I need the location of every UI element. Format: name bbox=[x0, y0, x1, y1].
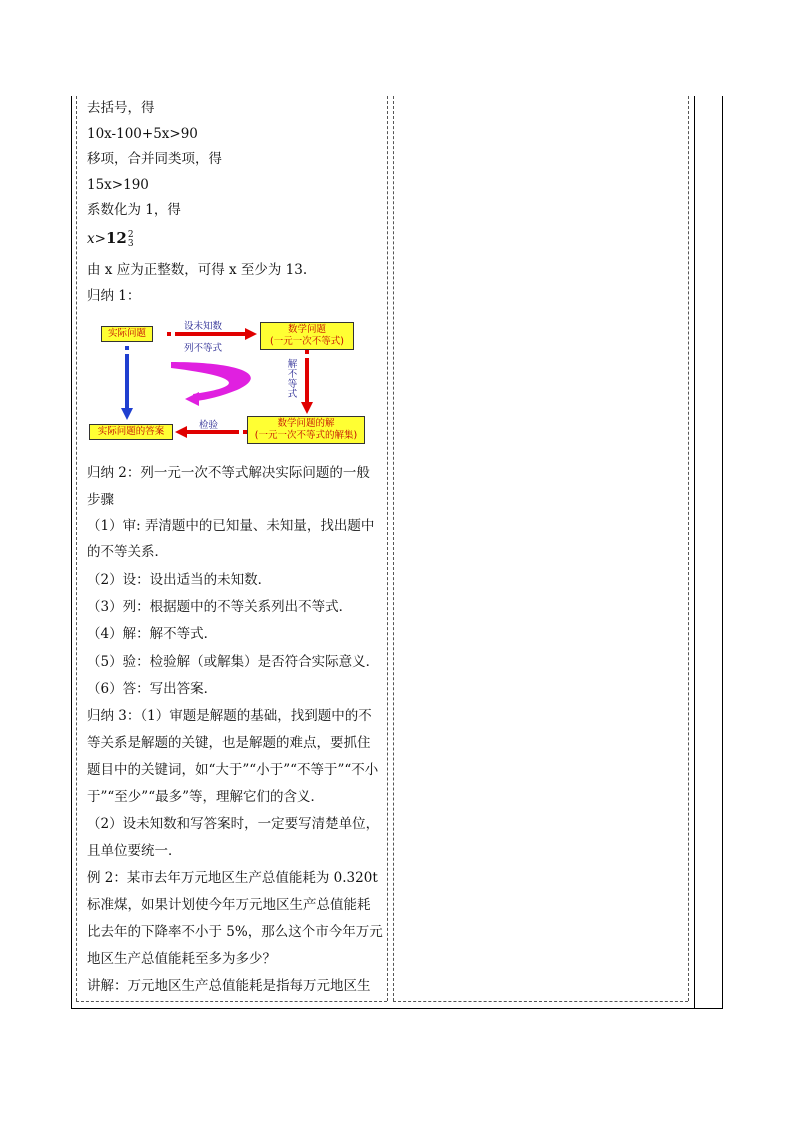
box-sol-text-2: (一元一次不等式的解集) bbox=[254, 430, 358, 441]
text-line: 由 x 应为正整数，可得 x 至少为 13. bbox=[87, 262, 308, 278]
box-math-solution bbox=[247, 416, 365, 444]
problem-solving-diagram bbox=[87, 318, 387, 448]
step-line: （5）验：检验解（或解集）是否符合实际意义． bbox=[87, 654, 380, 670]
lesson-table bbox=[71, 96, 723, 1009]
arrow-head bbox=[175, 426, 187, 438]
dashed-right-guide bbox=[688, 96, 689, 1001]
example-line: 比去年的下降率不小于 5%，那么这个市今年万元 bbox=[87, 924, 383, 940]
label-check: 检验 bbox=[199, 420, 219, 431]
label-list-inequality: 列不等式 bbox=[184, 343, 223, 354]
list-inequality-curve bbox=[171, 362, 251, 401]
text-line: 步骤 bbox=[87, 492, 114, 508]
arrow-head bbox=[121, 408, 133, 420]
text-line: 归纳 1： bbox=[87, 288, 141, 304]
text-line: 去括号，得 bbox=[87, 100, 155, 116]
example-line: 讲解：万元地区生产总值能耗是指每万元地区生 bbox=[87, 978, 371, 994]
equation-line: 10x-100+5x>90 bbox=[87, 126, 198, 142]
box-real-answer bbox=[89, 424, 173, 440]
table-bottom-border bbox=[71, 1008, 723, 1009]
solution-line bbox=[87, 228, 134, 249]
arrow-head bbox=[185, 392, 199, 406]
arrow-head bbox=[245, 328, 257, 340]
step-line: 的不等关系． bbox=[87, 544, 168, 560]
fraction-num: 2 bbox=[127, 229, 134, 240]
table-column-divider bbox=[694, 96, 695, 1009]
box-sol-text-1: 数学问题的解 bbox=[277, 418, 335, 429]
op-gt: > bbox=[94, 231, 106, 247]
text-line: 于”“至少”“最多”等，理解它们的含义． bbox=[87, 789, 325, 805]
text-line: 且单位要统一． bbox=[87, 843, 182, 859]
fraction-den: 3 bbox=[127, 238, 134, 249]
step-line: （1）审: 弄清题中的已知量、未知量，找出题中 bbox=[87, 518, 375, 534]
table-right-border bbox=[722, 96, 723, 1009]
text-line: 系数化为 1，得 bbox=[87, 202, 181, 218]
var-x: x bbox=[87, 231, 95, 247]
label-solve-inequality: 解不等式 bbox=[287, 359, 298, 400]
step-line: （4）解：解不等式． bbox=[87, 626, 218, 642]
text-line: 等关系是解题的关键，也是解题的难点，要抓住 bbox=[87, 735, 371, 751]
step-line: （2）设：设出适当的未知数． bbox=[87, 572, 272, 588]
example-line: 标准煤，如果计划使今年万元地区生产总值能耗 bbox=[87, 897, 371, 913]
label-set-unknown: 设未知数 bbox=[184, 321, 223, 332]
text-line: 归纳 3：（1）审题是解题的基础，找到题中的不 bbox=[87, 708, 372, 724]
arrow-head bbox=[301, 402, 313, 414]
step-line: （3）列：根据题中的不等关系列出不等式． bbox=[87, 599, 353, 615]
box-real-text: 实际问题 bbox=[107, 328, 146, 339]
text-line: 题目中的关键词，如“大于”“小于”“不等于”“不小 bbox=[87, 762, 379, 778]
box-math-text-1: 数学问题 bbox=[287, 324, 326, 335]
box-ans-text: 实际问题的答案 bbox=[97, 426, 165, 437]
dashed-bottom-right bbox=[393, 1001, 688, 1002]
text-line: 归纳 2：列一元一次不等式解决实际问题的一般 bbox=[87, 465, 370, 481]
text-line: 移项，合并同类项，得 bbox=[87, 151, 222, 167]
mixed-int: 12 bbox=[105, 229, 127, 247]
table-left-border bbox=[71, 96, 72, 1009]
box-math-problem bbox=[260, 322, 354, 350]
example-line: 例 2：某市去年万元地区生产总值能耗为 0.320t bbox=[87, 870, 378, 886]
dashed-left-guide bbox=[76, 96, 77, 1001]
box-real-problem bbox=[101, 326, 153, 342]
dashed-divider-right bbox=[393, 96, 394, 1001]
equation-line: 15x>190 bbox=[87, 177, 149, 193]
dashed-bottom-left bbox=[76, 1001, 387, 1002]
dashed-divider-left bbox=[387, 96, 388, 1001]
example-line: 地区生产总值能耗至多为多少？ bbox=[87, 951, 276, 967]
fraction bbox=[128, 231, 134, 249]
text-line: （2）设未知数和写答案时，一定要写清楚单位， bbox=[87, 816, 380, 832]
step-line: （6）答：写出答案． bbox=[87, 681, 218, 697]
box-math-text-2: (一元一次不等式) bbox=[270, 336, 344, 347]
